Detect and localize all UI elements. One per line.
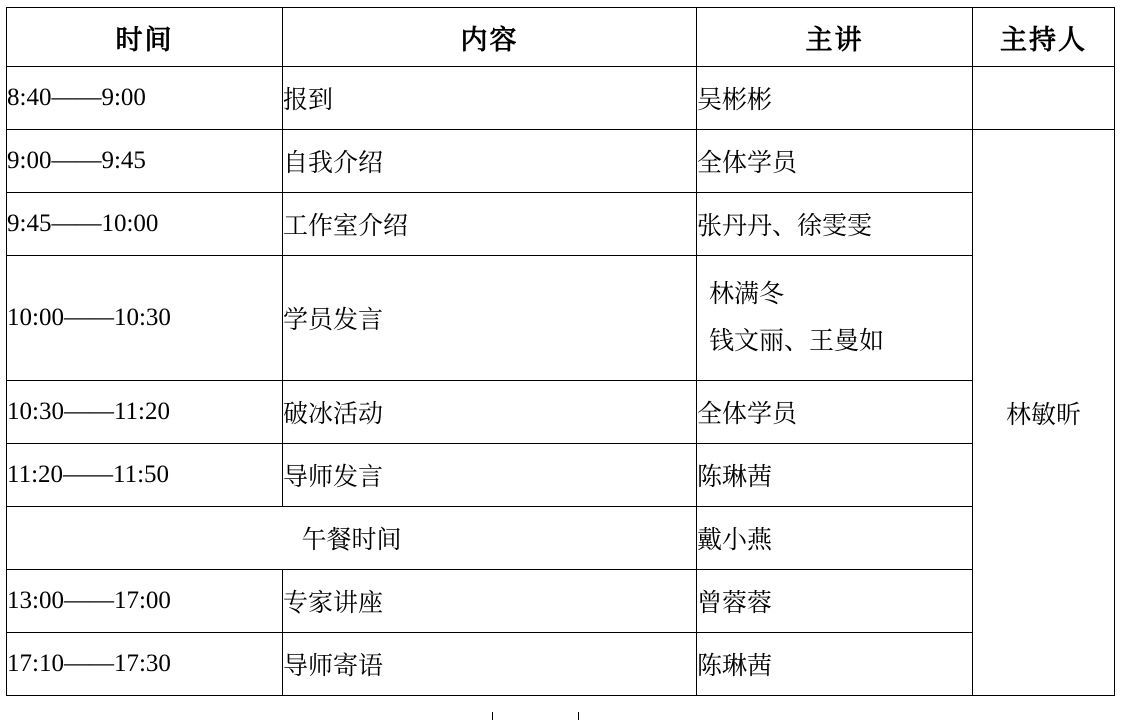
- cell-speaker: 全体学员: [697, 381, 973, 444]
- cell-host-main: 林敏昕: [973, 130, 1115, 696]
- table-header-row: [7, 8, 1115, 67]
- table-row: [7, 130, 1115, 193]
- header-time: 时间: [7, 8, 283, 67]
- cell-time: 8:40——9:00: [7, 67, 283, 130]
- cell-content: 自我介绍: [283, 130, 697, 193]
- cell-host-first: [973, 67, 1115, 130]
- cell-speaker: 陈琳茜: [697, 444, 973, 507]
- tick-mark-right: [578, 712, 579, 720]
- cell-time: 11:20——11:50: [7, 444, 283, 507]
- cell-content: 报到: [283, 67, 697, 130]
- table-header: [7, 8, 1115, 67]
- schedule-table: [6, 7, 1115, 696]
- cell-speaker: [697, 256, 973, 381]
- table-body: [7, 67, 1115, 696]
- header-content: 内容: [283, 8, 697, 67]
- cell-time: 9:00——9:45: [7, 130, 283, 193]
- header-host: 主持人: [973, 8, 1115, 67]
- table-row: [7, 381, 1115, 444]
- cell-speaker: 戴小燕: [697, 507, 973, 570]
- cell-speaker: 全体学员: [697, 130, 973, 193]
- header-speaker: 主讲: [697, 8, 973, 67]
- cell-content: 导师寄语: [283, 633, 697, 696]
- cell-time: 9:45——10:00: [7, 193, 283, 256]
- cell-speaker: 吴彬彬: [697, 67, 973, 130]
- cell-content: 专家讲座: [283, 570, 697, 633]
- cell-time: 13:00——17:00: [7, 570, 283, 633]
- cell-speaker: 陈琳茜: [697, 633, 973, 696]
- table-row: [7, 444, 1115, 507]
- cell-content: 工作室介绍: [283, 193, 697, 256]
- table-row: [7, 67, 1115, 130]
- table-row: [7, 193, 1115, 256]
- speaker-line-1: 林满冬: [709, 280, 785, 308]
- document-page: [0, 7, 1129, 720]
- table-row-lunch: [7, 507, 1115, 570]
- speaker-line-2: 钱文丽、王曼如: [709, 328, 885, 355]
- tick-mark-left: [492, 712, 493, 720]
- cell-speaker: 张丹丹、徐雯雯: [697, 193, 973, 256]
- cell-speaker: 曾蓉蓉: [697, 570, 973, 633]
- page-bottom-marks: [0, 712, 1129, 720]
- table-row: [7, 633, 1115, 696]
- cell-lunch: 午餐时间: [7, 507, 697, 570]
- cell-content: 学员发言: [283, 256, 697, 381]
- cell-content: 导师发言: [283, 444, 697, 507]
- table-row: [7, 570, 1115, 633]
- cell-content: 破冰活动: [283, 381, 697, 444]
- table-row: [7, 256, 1115, 381]
- cell-time: 10:30——11:20: [7, 381, 283, 444]
- cell-time: 10:00——10:30: [7, 256, 283, 381]
- cell-time: 17:10——17:30: [7, 633, 283, 696]
